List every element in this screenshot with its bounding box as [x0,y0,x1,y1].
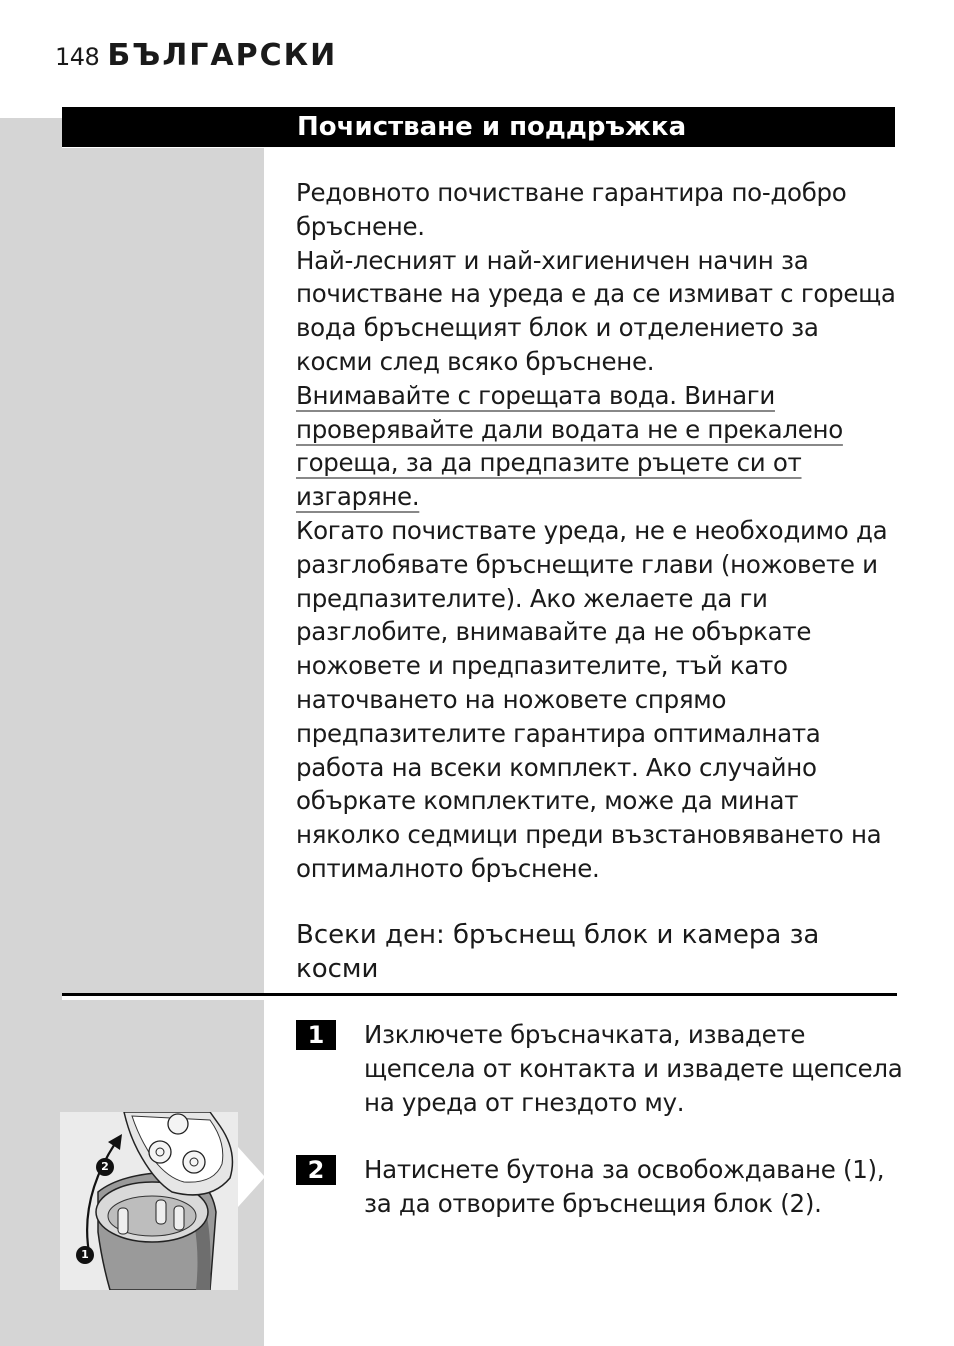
sidebar-top-band [0,118,62,148]
shaver-illustration [60,1112,238,1290]
paragraph: Когато почиствате уреда, не е необходимо да разглобявате бръснещите глави (ножовете и предпазителите). Ако желаете да ги разглобите, внимавайте да не объркате ножовете и предпазителите, тъй като наточването на ножовете спрямо предпазителите гарантира оптималната работа на всеки комплект. Ако случайно объркате комплектите, може да минат няколко седмици преди възстановяването на оптималното бръснене. [296,515,888,883]
paragraph: Редовното почистване гарантира по-добро бръснене. [296,178,847,241]
callout-marker: 2 [96,1158,114,1176]
step-number-badge: 1 [296,1020,336,1050]
section-title: Почистване и поддръжка [297,112,687,142]
illustration-pointer [238,1147,265,1207]
step-text: Изключете бръсначката, извадете щепсела от контакта и извадете щепсела на уреда от гнездото му. [364,1020,903,1117]
body-text [296,176,900,886]
warning-paragraph: Внимавайте с горещата вода. Винаги проверявайте дали водата не е прекалено гореща, за да предпазите ръцете си от изгаряне. [296,380,843,512]
divider-gap [62,996,264,1000]
subheading: Всеки ден: бръснещ блок и камера за косми [296,920,820,984]
callout-marker: 1 [76,1246,94,1264]
paragraph: Най-лесният и най-хигиеничен начин за почистване на уреда е да се измиват с гореща вода бръснещият блок и отделението за косми след всяко бръснене. [296,245,896,376]
step-number-badge: 2 [296,1155,336,1185]
section-title-bar [62,107,895,147]
language-title: БЪЛГАРСКИ [107,38,338,73]
page-header [55,38,337,75]
page-number: 148 [55,43,100,71]
step-text: Натиснете бутона за освобождаване (1), за да отворите бръснещия блок (2). [364,1155,885,1218]
